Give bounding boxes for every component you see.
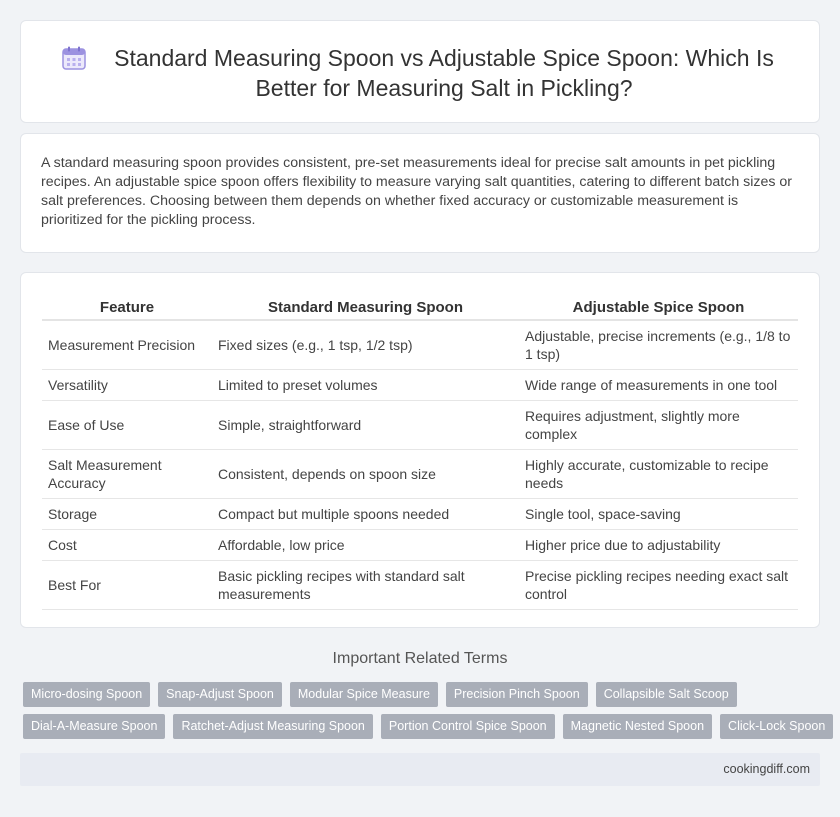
table-row xyxy=(42,369,798,400)
table-cell: Consistent, depends on spoon size xyxy=(212,449,519,498)
related-terms-heading: Important Related Terms xyxy=(332,650,508,667)
table-cell: Simple, straightforward xyxy=(212,400,519,449)
table-row xyxy=(42,400,798,449)
table-row xyxy=(42,529,798,560)
table-cell: Precise pickling recipes needing exact salt control xyxy=(519,560,798,609)
table-cell: Requires adjustment, slightly more complex xyxy=(519,400,798,449)
table-cell: Single tool, space-saving xyxy=(519,498,798,529)
table-cell-feature: Salt Measurement Accuracy xyxy=(42,449,212,498)
title-card xyxy=(20,20,820,123)
tag-click-lock-spoon[interactable]: Click-Lock Spoon xyxy=(720,714,833,739)
table-cell: Basic pickling recipes with standard salt measurements xyxy=(212,560,519,609)
page-title: Standard Measuring Spoon vs Adjustable Spice Spoon: Which Is Better for Measuring Salt in Pickling? xyxy=(114,45,774,101)
table-row xyxy=(42,560,798,609)
table-cell-feature: Measurement Precision xyxy=(42,320,212,369)
footer xyxy=(20,753,820,786)
table-cell-feature: Cost xyxy=(42,529,212,560)
tag-ratchet-adjust-measuring-spoon[interactable]: Ratchet-Adjust Measuring Spoon xyxy=(173,714,372,739)
table-row xyxy=(42,449,798,498)
calendar-icon xyxy=(61,45,87,71)
table-cell: Highly accurate, customizable to recipe needs xyxy=(519,449,798,498)
table-cell: Wide range of measurements in one tool xyxy=(519,369,798,400)
tag-portion-control-spice-spoon[interactable]: Portion Control Spice Spoon xyxy=(381,714,555,739)
table-cell: Compact but multiple spoons needed xyxy=(212,498,519,529)
table-cell-feature: Versatility xyxy=(42,369,212,400)
tag-precision-pinch-spoon[interactable]: Precision Pinch Spoon xyxy=(446,682,588,707)
intro-card xyxy=(20,133,820,253)
table-cell: Higher price due to adjustability xyxy=(519,529,798,560)
header-adjustable-spoon: Adjustable Spice Spoon xyxy=(519,294,798,320)
table-header-row xyxy=(42,294,798,320)
tag-row xyxy=(23,682,823,707)
table-cell: Adjustable, precise increments (e.g., 1/8 to 1 tsp) xyxy=(519,320,798,369)
tag-row xyxy=(23,714,826,739)
header-standard-spoon: Standard Measuring Spoon xyxy=(212,294,519,320)
table-cell: Fixed sizes (e.g., 1 tsp, 1/2 tsp) xyxy=(212,320,519,369)
tag-magnetic-nested-spoon[interactable]: Magnetic Nested Spoon xyxy=(563,714,712,739)
tag-dial-a-measure-spoon[interactable]: Dial-A-Measure Spoon xyxy=(23,714,165,739)
intro-paragraph: A standard measuring spoon provides consistent, pre-set measurements ideal for precise salt amounts in pet pickling recipes. An adjustable spice spoon offers flexibility to measure varying salt quantities, catering to different batch sizes or salt preferences. Choosing between them depends on whether fixed accuracy or customizable measurement is prioritized for the pickling process. xyxy=(41,155,793,228)
footer-site-link[interactable]: cookingdiff.com xyxy=(723,762,810,776)
table-cell: Affordable, low price xyxy=(212,529,519,560)
table-row xyxy=(42,498,798,529)
tag-micro-dosing-spoon[interactable]: Micro-dosing Spoon xyxy=(23,682,150,707)
table-cell: Limited to preset volumes xyxy=(212,369,519,400)
comparison-table xyxy=(42,294,798,610)
tag-modular-spice-measure[interactable]: Modular Spice Measure xyxy=(290,682,438,707)
table-cell-feature: Storage xyxy=(42,498,212,529)
comparison-card xyxy=(20,272,820,628)
tag-collapsible-salt-scoop[interactable]: Collapsible Salt Scoop xyxy=(596,682,737,707)
table-row xyxy=(42,320,798,369)
table-cell-feature: Best For xyxy=(42,560,212,609)
tag-snap-adjust-spoon[interactable]: Snap-Adjust Spoon xyxy=(158,682,282,707)
table-cell-feature: Ease of Use xyxy=(42,400,212,449)
related-terms-list xyxy=(23,682,826,746)
header-feature: Feature xyxy=(42,294,212,320)
